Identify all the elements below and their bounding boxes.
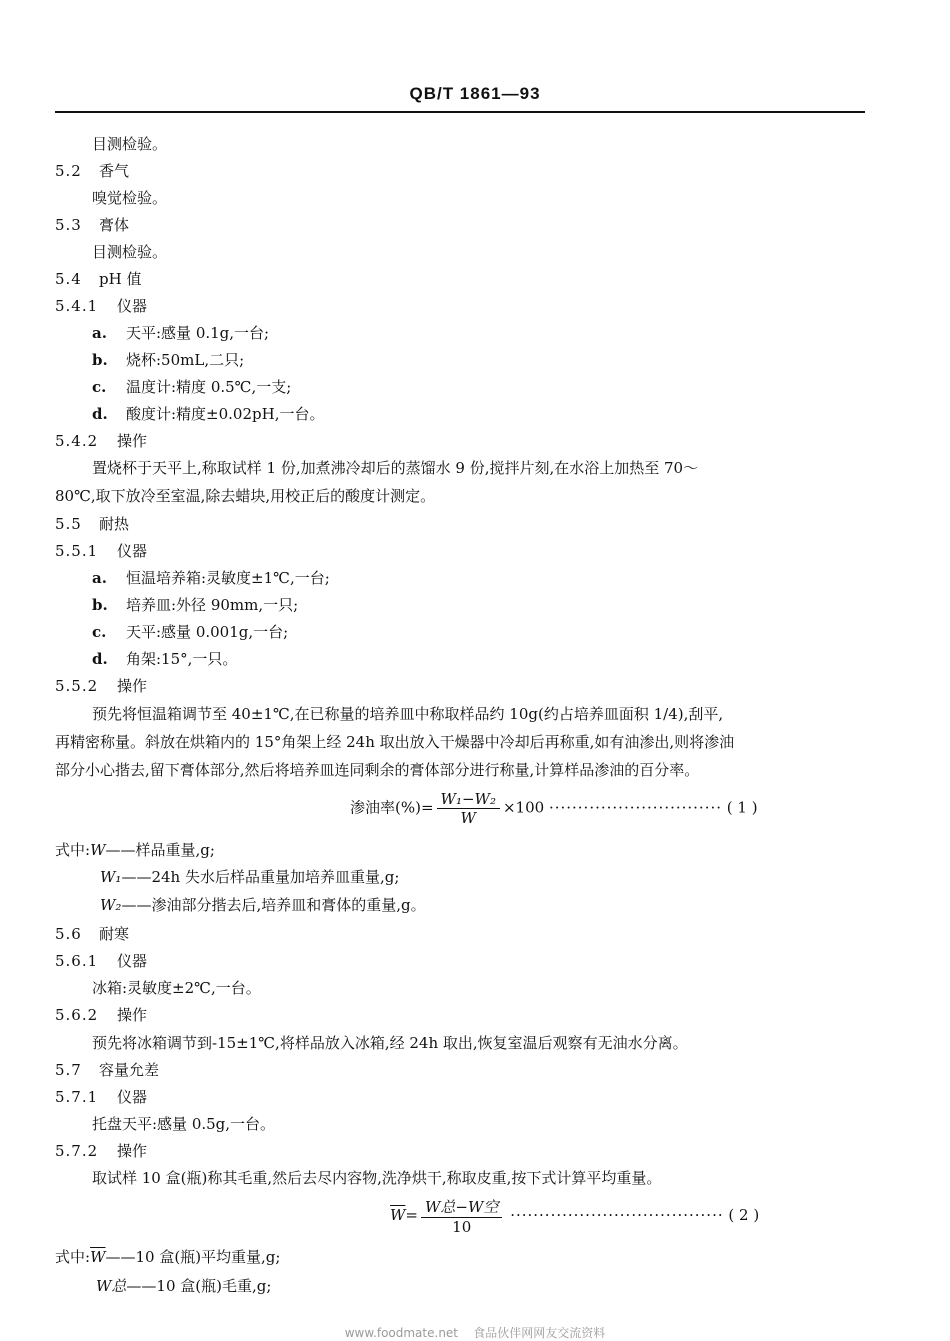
variable-symbol: W₂	[100, 896, 122, 914]
section-title: 膏体	[99, 216, 130, 234]
where-line	[55, 1247, 280, 1267]
variable-desc: ——渗油部分揩去后,培养皿和膏体的重量,g。	[121, 896, 426, 914]
section-number: 5.4.1	[55, 297, 99, 315]
section-5-6-1	[55, 951, 147, 971]
variable-symbol: $\overline{W}$	[90, 1248, 106, 1266]
section-title: 仪器	[117, 542, 148, 560]
item-text: 角架:15°,一只。	[126, 650, 238, 668]
formula-denominator: 10	[452, 1218, 472, 1236]
variable-desc: ——10 盒(瓶)毛重,g;	[126, 1277, 272, 1295]
section-number: 5.2	[55, 162, 82, 180]
where-line	[100, 867, 399, 887]
item-text: 烧杯:50mL,二只;	[126, 351, 245, 369]
where-line	[55, 840, 215, 860]
section-title: pH 值	[99, 270, 142, 288]
section-title: 香气	[99, 162, 130, 180]
list-item	[92, 595, 298, 615]
paragraph-line: 托盘天平:感量 0.5g,一台。	[92, 1115, 276, 1133]
section-number: 5.7.2	[55, 1142, 99, 1160]
equation-number: ( 2 )	[728, 1206, 760, 1224]
text-line: 目测检验。	[92, 243, 168, 261]
section-number: 5.4	[55, 270, 82, 288]
text-line: 目测检验。	[92, 135, 168, 153]
variable-symbol: W	[90, 841, 106, 859]
section-title: 耐寒	[99, 925, 130, 943]
formula-numerator: W₁−W₂	[437, 790, 500, 809]
item-letter: b.	[92, 351, 108, 369]
section-title: 操作	[117, 677, 148, 695]
formula-lhs: 渗油率(%)=	[350, 798, 434, 817]
paragraph-line: 预先将冰箱调节到-15±1℃,将样品放入冰箱,经 24h 取出,恢复室温后观察有无油水分离。	[92, 1034, 688, 1052]
formula-denominator: W	[460, 809, 476, 827]
item-text: 温度计:精度 0.5℃,一支;	[126, 378, 292, 396]
list-item	[92, 350, 244, 370]
section-number: 5.3	[55, 216, 82, 234]
section-number: 5.6.1	[55, 952, 99, 970]
section-5-6-2	[55, 1005, 147, 1025]
formula-equals: =	[405, 1206, 418, 1224]
item-letter: b.	[92, 596, 108, 614]
section-title: 耐热	[99, 515, 130, 533]
where-line	[100, 895, 426, 915]
formula-2	[390, 1196, 759, 1236]
section-number: 5.7.1	[55, 1088, 99, 1106]
where-prefix: 式中:	[55, 841, 91, 859]
item-letter: a.	[92, 569, 107, 587]
variable-desc: ——24h 失水后样品重量加培养皿重量,g;	[121, 868, 400, 886]
list-item	[92, 649, 237, 669]
item-text: 天平:感量 0.1g,一台;	[126, 324, 270, 342]
paragraph-line: 80℃,取下放冷至室温,除去蜡块,用校正后的酸度计测定。	[55, 487, 436, 505]
formula-1	[350, 790, 758, 827]
paragraph-line: 再精密称量。斜放在烘箱内的 15°角架上经 24h 取出放入干燥器中冷却后再称重,如有油渗出,则将渗油	[55, 733, 735, 751]
item-letter: a.	[92, 324, 107, 342]
list-item	[92, 568, 330, 588]
where-line	[96, 1276, 271, 1296]
formula-rhs: ×100	[502, 798, 545, 817]
paragraph-line: 部分小心揩去,留下膏体部分,然后将培养皿连同剩余的膏体部分进行称量,计算样品渗油的百分率。	[55, 761, 700, 779]
section-title: 操作	[117, 1006, 148, 1024]
item-letter: c.	[92, 623, 107, 641]
section-5-5-2	[55, 676, 147, 696]
list-item	[92, 622, 288, 642]
section-title: 操作	[117, 1142, 148, 1160]
section-5-4	[55, 269, 141, 289]
formula-fraction	[437, 790, 500, 827]
section-title: 仪器	[117, 952, 148, 970]
leader-dots: ·····································	[510, 1206, 724, 1224]
section-5-6	[55, 924, 129, 944]
footer-text: 食品伙伴网网友交流资料	[473, 1326, 606, 1340]
variable-symbol: W₁	[100, 868, 122, 886]
paragraph-line: 取试样 10 盒(瓶)称其毛重,然后去尽内容物,洗净烘干,称取皮重,按下式计算平均重量。	[92, 1169, 662, 1187]
section-5-7-1	[55, 1087, 147, 1107]
paragraph-line: 置烧杯于天平上,称取试样 1 份,加煮沸冷却后的蒸馏水 9 份,搅拌片刻,在水浴上加热至 70～	[92, 459, 699, 477]
section-number: 5.4.2	[55, 432, 99, 450]
item-letter: c.	[92, 378, 107, 396]
section-title: 容量允差	[99, 1061, 160, 1079]
section-title: 仪器	[117, 1088, 148, 1106]
section-5-4-2	[55, 431, 147, 451]
variable-desc: ——样品重量,g;	[105, 841, 215, 859]
footer-site: www.foodmate.net	[344, 1326, 459, 1340]
text-line: 嗅觉检验。	[92, 189, 168, 207]
section-title: 操作	[117, 432, 148, 450]
section-5-2	[55, 161, 129, 181]
paragraph-line: 预先将恒温箱调节至 40±1℃,在已称量的培养皿中称取样品约 10g(约占培养皿面积 1/4),刮平,	[92, 705, 724, 723]
leader-dots: ······························	[548, 798, 722, 817]
equation-number: ( 1 )	[726, 798, 758, 817]
section-5-5	[55, 514, 129, 534]
section-number: 5.7	[55, 1061, 82, 1079]
item-text: 酸度计:精度±0.02pH,一台。	[126, 405, 325, 423]
item-text: 恒温培养箱:灵敏度±1℃,一台;	[126, 569, 330, 587]
header-rule	[55, 111, 865, 113]
list-item	[92, 377, 291, 397]
formula-lhs-symbol: $\overline{W}$	[390, 1206, 406, 1224]
where-prefix: 式中:	[55, 1248, 91, 1266]
section-5-7-2	[55, 1141, 147, 1161]
variable-desc: ——10 盒(瓶)平均重量,g;	[105, 1248, 281, 1266]
item-letter: d.	[92, 650, 108, 668]
formula-fraction	[421, 1196, 502, 1236]
item-text: 天平:感量 0.001g,一台;	[126, 623, 289, 641]
section-5-5-1	[55, 541, 147, 561]
section-5-7	[55, 1060, 159, 1080]
section-5-3	[55, 215, 129, 235]
standard-code-header: QB/T 1861—93	[409, 84, 541, 103]
watermark-footer	[0, 1324, 950, 1341]
section-title: 仪器	[117, 297, 148, 315]
item-letter: d.	[92, 405, 108, 423]
list-item	[92, 404, 324, 424]
list-item	[92, 323, 269, 343]
item-text: 培养皿:外径 90mm,一只;	[126, 596, 299, 614]
variable-symbol: W总	[96, 1277, 127, 1295]
section-number: 5.5	[55, 515, 82, 533]
section-number: 5.6.2	[55, 1006, 99, 1024]
formula-numerator: W总−W空	[421, 1196, 502, 1218]
paragraph-line: 冰箱:灵敏度±2℃,一台。	[92, 979, 261, 997]
section-number: 5.6	[55, 925, 82, 943]
section-number: 5.5.1	[55, 542, 99, 560]
section-number: 5.5.2	[55, 677, 99, 695]
section-5-4-1	[55, 296, 147, 316]
